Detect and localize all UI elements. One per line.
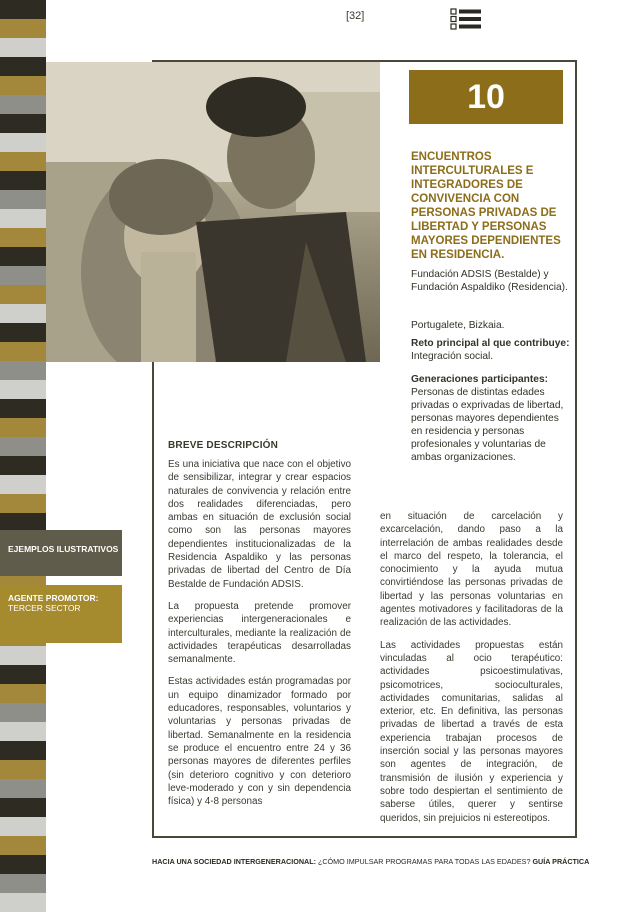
stripe-band	[0, 361, 46, 380]
section-heading: BREVE DESCRIPCIÓN	[168, 440, 279, 451]
stripe-band	[0, 19, 46, 38]
stripe-band	[0, 323, 46, 342]
stripe-band	[0, 285, 46, 304]
footer-series-title: HACIA UNA SOCIEDAD INTERGENERACIONAL:	[152, 857, 316, 866]
stripe-band	[0, 779, 46, 798]
generaciones-label: Generaciones participantes:	[411, 374, 549, 385]
page-number: [32]	[346, 10, 365, 22]
left-column	[168, 458, 351, 817]
photo-elder-and-young-man	[46, 62, 380, 362]
left-paragraph-3: Estas actividades están programadas por un equipo dinamizador formado por educadores, responsables, voluntarios y voluntarias y personas privadas de libertad. Semanalmente en la residencia se produce el encuentro entre 24 y 36 personas mayores de diferentes perfiles (sin deterioro cognitivo y con deterioro leve-moderado y con y sin dependencia física) y 4-8 personas	[168, 676, 351, 808]
footer-guide-label: GUÍA PRÁCTICA	[530, 857, 590, 866]
case-number-badge: 10	[409, 70, 563, 124]
generaciones-value: Personas de distintas edades privadas o exprivadas de libertad, personas mayores dependientes en residencia y personas profesionales y voluntarias de ambas organizaciones.	[411, 387, 564, 463]
sidebar-agente-label: AGENTE PROMOTOR:	[8, 593, 99, 603]
stripe-band	[0, 266, 46, 285]
stripe-band	[0, 760, 46, 779]
footer	[152, 857, 592, 866]
stripe-band	[0, 855, 46, 874]
decorative-stripe-column	[0, 0, 46, 903]
list-menu-icon[interactable]	[450, 8, 482, 30]
organizations-text: Fundación ADSIS (Bestalde) y Fundación Aspaldiko (Residencia).	[411, 269, 568, 293]
stripe-band	[0, 437, 46, 456]
reto-value: Integración social.	[411, 351, 494, 362]
sidebar-agente-block	[0, 585, 122, 643]
sidebar-ejemplos-label: EJEMPLOS ILUSTRATIVOS	[8, 544, 119, 554]
stripe-band	[0, 703, 46, 722]
stripe-band	[0, 133, 46, 152]
location-text: Portugalete, Bizkaia.	[411, 320, 505, 331]
stripe-band	[0, 874, 46, 893]
stripe-band	[0, 0, 46, 19]
stripe-band	[0, 57, 46, 76]
stripe-band	[0, 114, 46, 133]
right-paragraph-1: en situación de carcelación y excarcelación, dando paso a la interrelación de ambas realidades desde el marco del respeto, la tolerancia, el conocimiento y la ayuda mutua convirtiéndose las personas privadas de libertad y las personas voluntarias en agentes motivadores y facilitadoras de la realización de las actividades.	[380, 511, 563, 629]
stripe-band	[0, 798, 46, 817]
stripe-band	[0, 247, 46, 266]
stripe-band	[0, 817, 46, 836]
stripe-band	[0, 399, 46, 418]
stripe-band	[0, 38, 46, 57]
generaciones-block	[411, 373, 571, 464]
stripe-band	[0, 76, 46, 95]
stripe-band	[0, 190, 46, 209]
sidebar-agente-value: TERCER SECTOR	[8, 603, 81, 613]
right-column	[380, 510, 563, 834]
stripe-band	[0, 665, 46, 684]
stripe-band	[0, 304, 46, 323]
left-paragraph-2: La propuesta pretende promover experiencias intergeneracionales e interculturales, mediante la realización de actividades terapéuticas desarrolladas semanalmente.	[168, 600, 351, 666]
stripe-band	[0, 741, 46, 760]
left-paragraph-1: Es una iniciativa que nace con el objetivo de sensibilizar, integrar y crear espacios naturales de convivencia y relación entre dos realidades diferenciadas, pero ambas en situación de exclusión social como son las personas mayores dependientes institucionalizadas de la Residencia Aspaldiko y las personas privadas de libertad del Centro de Día Bestalde de Fundación ADSIS.	[168, 459, 351, 590]
stripe-band	[0, 456, 46, 475]
stripe-band	[0, 836, 46, 855]
stripe-band	[0, 494, 46, 513]
reto-block	[411, 337, 571, 363]
reto-label: Reto principal al que contribuye:	[411, 338, 570, 349]
stripe-band	[0, 95, 46, 114]
footer-subtitle: ¿CÓMO IMPULSAR PROGRAMAS PARA TODAS LAS EDADES?	[315, 857, 531, 866]
stripe-band	[0, 342, 46, 361]
stripe-band	[0, 228, 46, 247]
stripe-band	[0, 380, 46, 399]
stripe-band	[0, 152, 46, 171]
stripe-band	[0, 418, 46, 437]
stripe-band	[0, 475, 46, 494]
stripe-band	[0, 209, 46, 228]
stripe-band	[0, 646, 46, 665]
case-title: ENCUENTROS INTERCULTURALES E INTEGRADORES DE CONVIVENCIA CON PERSONAS PRIVADAS DE LIBERTAD Y PERSONAS MAYORES DEPENDIENTES EN RESIDENCIA.	[411, 151, 561, 261]
right-paragraph-2: Las actividades propuestas están vinculadas al ocio terapéutico: actividades psicoestimulativas, psicomotrices, socioculturales, actividades comunitarias, salidas al exterior, etc. En definitiva, las personas privadas de libertad a través de esta experiencia trabajan procesos de inserción social y las personas mayores son agentes de integración, de transmisión de ilusión y experiencia y sobre todo despiertan el sentimiento de saberse útiles, querer y sentirse queridos, sin prejuicios ni estereotipos.	[380, 639, 563, 824]
stripe-band	[0, 722, 46, 741]
stripe-band	[0, 684, 46, 703]
stripe-band	[0, 171, 46, 190]
sidebar-ejemplos-block	[0, 530, 122, 576]
